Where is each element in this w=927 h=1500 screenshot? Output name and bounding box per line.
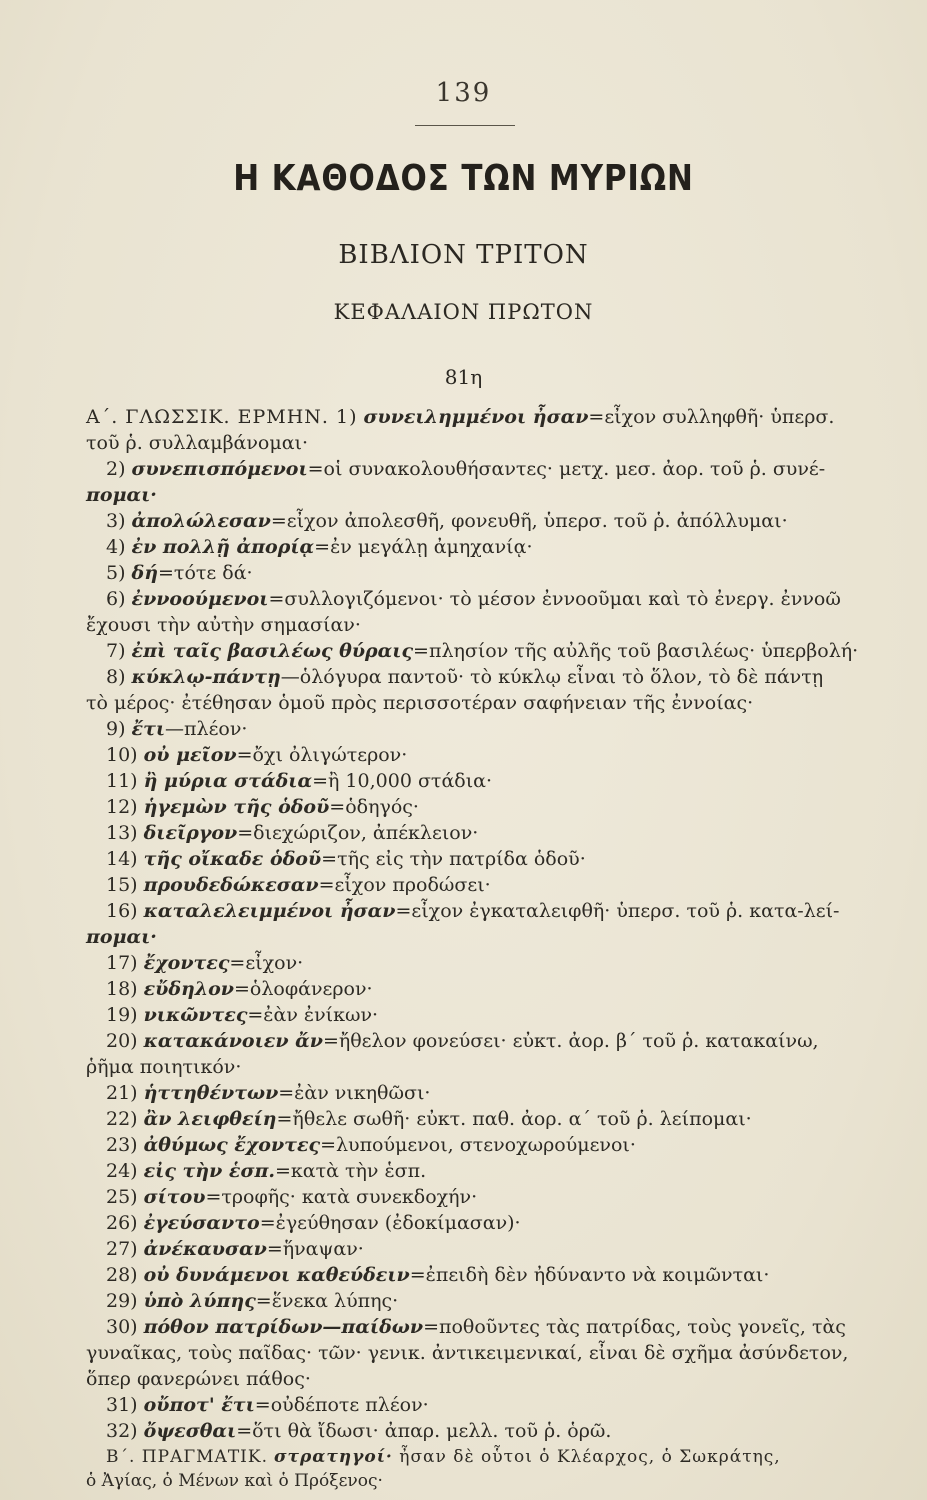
text-line: 10) οὐ μεῖον=ὄχι ὀλιγώτερον·: [106, 744, 408, 766]
text-line: 27) ἀνέκαυσαν=ἥναψαν·: [106, 1238, 364, 1260]
text-line: 29) ὑπὸ λύπης=ἕνεκα λύπης·: [106, 1290, 399, 1312]
text-line: 25) σίτου=τροφῆς· κατὰ συνεκδοχήν·: [106, 1186, 478, 1208]
text-line: Α΄. ΓΛΩΣΣΙΚ. ΕΡΜΗΝ. 1) συνειλημμένοι ἦσαν=εἶχον συλληφθῆ· ὑπερσ.: [86, 406, 835, 428]
text-line: 11) ἢ μύρια στάδια=ἢ 10,000 στάδια·: [106, 770, 493, 792]
text-line: 5) δή=τότε δά·: [106, 562, 253, 584]
text-line: 18) εὔδηλον=ὁλοφάνερον·: [106, 978, 373, 1000]
text-line: 24) εἰς τὴν ἑσπ.=κατὰ τὴν ἑσπ.: [106, 1160, 427, 1182]
header-rule: [415, 125, 515, 126]
text-line: Β΄. ΠΡΑΓΜΑΤΙΚ. στρατηγοί· ἦσαν δὲ οὗτοι ὁ Κλέαρχος, ὁ Σωκράτης,: [106, 1447, 781, 1467]
text-line: 9) ἔτι—πλέον·: [106, 718, 248, 740]
text-line: 16) καταλελειμμένοι ἦσαν=εἶχον ἐγκαταλειφθῆ· ὑπερσ. τοῦ ῥ. κατα-λεί-: [106, 900, 840, 922]
section-reference: 81η: [444, 365, 483, 389]
text-line: 6) ἐννοούμενοι=συλλογιζόμενοι· τὸ μέσον ἐννοοῦμαι καὶ τὸ ἐνεργ. ἐννοῶ: [106, 588, 841, 610]
text-line: 3) ἀπολώλεσαν=εἶχον ἀπολεσθῆ, φονευθῆ, ὑπερσ. τοῦ ῥ. ἀπόλλυμαι·: [106, 510, 788, 532]
text-line: 31) οὔποτ' ἔτι=οὐδέποτε πλέον·: [106, 1394, 429, 1416]
text-line: 28) οὐ δυνάμενοι καθεύδειν=ἐπειδὴ δὲν ἠδύναντο νὰ κοιμῶνται·: [106, 1264, 770, 1286]
text-line: τοῦ ῥ. συλλαμβάνομαι·: [86, 432, 309, 454]
text-line: 21) ἡττηθέντων=ἐὰν νικηθῶσι·: [106, 1082, 431, 1104]
text-line: 32) ὄψεσθαι=ὅτι θὰ ἴδωσι· ἀπαρ. μελλ. τοῦ ῥ. ὁρῶ.: [106, 1420, 612, 1442]
text-line: 19) νικῶντες=ἐὰν ἐνίκων·: [106, 1004, 379, 1026]
text-line: τὸ μέρος· ἐτέθησαν ὁμοῦ πρὸς περισσοτέραν σαφήνειαν τῆς ἐννοίας·: [86, 692, 754, 714]
text-line: 30) πόθον πατρίδων—παίδων=ποθοῦντες τὰς πατρίδας, τοὺς γονεῖς, τὰς: [106, 1316, 846, 1338]
text-line: 14) τῆς οἴκαδε ὁδοῦ=τῆς εἰς τὴν πατρίδα ὁδοῦ·: [106, 848, 586, 870]
text-line: [106, 1480, 886, 1481]
text-line: ῥῆμα ποιητικόν·: [86, 1056, 242, 1078]
text-line: 20) κατακάνοιεν ἄν=ἤθελον φονεύσει· εὐκτ. ἀορ. β΄ τοῦ ῥ. κατακαίνω,: [106, 1030, 819, 1052]
text-line: ὁ Ἀγίας, ὁ Μένων καὶ ὁ Πρόξενος·: [86, 1471, 383, 1491]
text-line: 8) κύκλῳ-πάντῃ—ὁλόγυρα παντοῦ· τὸ κύκλῳ εἶναι τὸ ὅλον, τὸ δὲ πάντῃ: [106, 666, 824, 688]
text-line: 23) ἀθύμως ἔχοντες=λυπούμενοι, στενοχωρούμενοι·: [106, 1134, 636, 1156]
text-line: 4) ἐν πολλῇ ἀπορίᾳ=ἐν μεγάλῃ ἀμηχανίᾳ·: [106, 536, 533, 558]
text-line: ἔχουσι τὴν αὐτὴν σημασίαν·: [86, 614, 361, 636]
book-heading: ΒΙΒΛΙΟΝ ΤΡΙΤΟΝ: [338, 240, 589, 270]
text-line: γυναῖκας, τοὺς παῖδας· τῶν· γενικ. ἀντικειμενικαί, εἶναι δὲ σχῆμα ἀσύνδετον,: [86, 1342, 849, 1364]
text-line: 15) προυδεδώκεσαν=εἶχον προδώσει·: [106, 874, 491, 896]
text-line: πομαι·: [86, 484, 157, 506]
text-line: 22) ἂν λειφθείη=ἤθελε σωθῆ· εὐκτ. παθ. ἀορ. α΄ τοῦ ῥ. λείπομαι·: [106, 1108, 752, 1130]
text-line: πομαι·: [86, 926, 157, 948]
page-number: 139: [435, 78, 492, 108]
text-line: 13) διεῖργον=διεχώριζον, ἀπέκλειον·: [106, 822, 479, 844]
text-line: [86, 1482, 866, 1483]
text-line: 26) ἐγεύσαντο=ἐγεύθησαν (ἐδοκίμασαν)·: [106, 1212, 521, 1234]
text-line: 2) συνεπισπόμενοι=οἱ συνακολουθήσαντες· μετχ. μεσ. ἀορ. τοῦ ῥ. συνέ-: [106, 458, 826, 480]
work-title: Η ΚΑΘΟΔΟΣ ΤΩΝ ΜΥΡΙΩΝ: [233, 158, 694, 199]
text-line: 7) ἐπὶ ταῖς βασιλέως θύραις=πλησίον τῆς αὐλῆς τοῦ βασιλέως· ὑπερβολή·: [106, 640, 859, 662]
text-line: 12) ἡγεμὼν τῆς ὁδοῦ=ὁδηγός·: [106, 796, 419, 818]
text-line: 17) ἔχοντες=εἶχον·: [106, 952, 304, 974]
chapter-heading: ΚΕΦΑΛΑΙΟΝ ΠΡΩΤΟΝ: [333, 300, 594, 324]
text-line: ὅπερ φανερώνει πάθος·: [86, 1368, 311, 1390]
